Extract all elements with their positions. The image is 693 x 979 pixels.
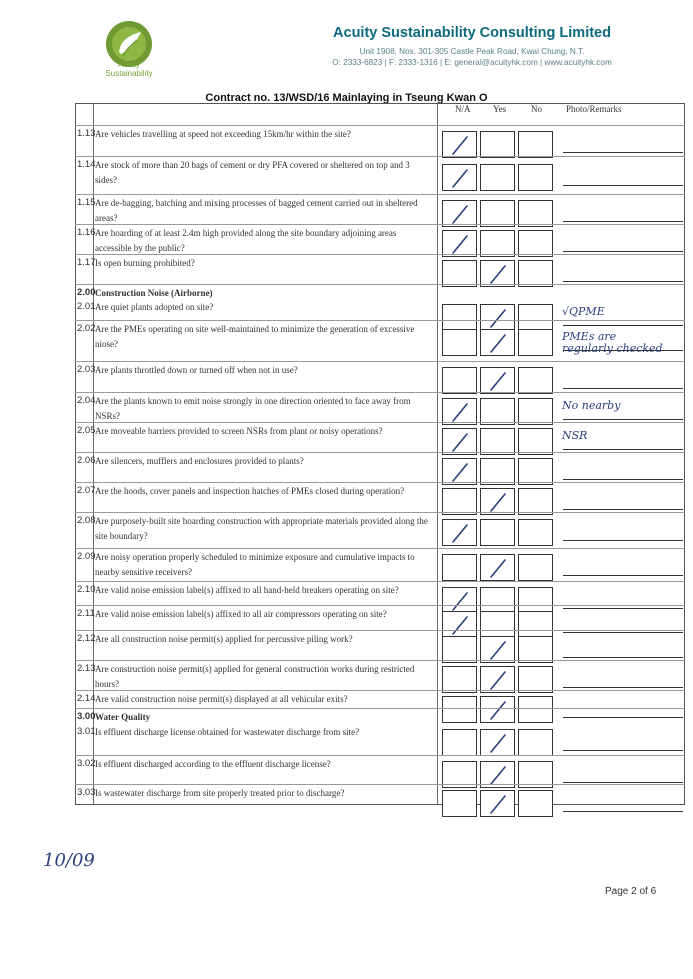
row-question: Are de-bagging, batching and mixing processes of bagged cement carried out in sheltered areas?	[95, 198, 418, 223]
row-number: 1.13	[77, 128, 96, 139]
handwritten-remark: PMEs are regularly checked	[562, 330, 663, 355]
row-number: 2.13	[77, 663, 96, 674]
row-number: 2.07	[77, 485, 96, 496]
row-number: 2.00	[77, 287, 96, 298]
row-separator	[75, 784, 685, 785]
row-number: 2.09	[77, 551, 96, 562]
handwritten-remark: NSR	[562, 429, 588, 442]
logo-wordmark: Acuity Sustainability	[105, 60, 153, 78]
row-separator	[75, 125, 685, 126]
row-number: 2.14	[77, 693, 96, 704]
no-checkbox[interactable]	[518, 636, 553, 663]
column-header-remarks: Photo/Remarks	[566, 104, 622, 114]
remark-line[interactable]	[563, 388, 683, 389]
remark-line[interactable]	[563, 281, 683, 282]
company-name: Acuity Sustainability Consulting Limited	[333, 25, 611, 41]
row-separator	[75, 482, 685, 483]
yes-checkbox[interactable]	[480, 636, 515, 663]
yes-checkbox[interactable]	[480, 329, 515, 356]
column-header-yes: Yes	[493, 104, 507, 114]
remark-line[interactable]	[563, 185, 683, 186]
yes-checkbox[interactable]	[480, 260, 515, 287]
no-checkbox[interactable]	[518, 260, 553, 287]
na-checkbox[interactable]	[442, 398, 477, 425]
remark-line[interactable]	[563, 657, 683, 658]
row-separator	[75, 320, 685, 321]
no-checkbox[interactable]	[518, 554, 553, 581]
yes-checkbox[interactable]	[480, 488, 515, 515]
row-question: Are the plants known to emit noise strongly in one direction oriented to face away from NSRs?	[95, 396, 411, 421]
row-number: 2.10	[77, 584, 96, 595]
row-number: 2.08	[77, 515, 96, 526]
yes-checkbox[interactable]	[480, 519, 515, 546]
row-separator	[75, 361, 685, 362]
row-separator	[75, 548, 685, 549]
remark-line[interactable]	[563, 608, 683, 609]
row-question: Are noisy operation properly scheduled to minimize exposure and cumulative impacts to nearby sensitive receivers?	[95, 552, 415, 577]
row-question: Is wastewater discharge from site properly treated prior to discharge?	[95, 788, 345, 798]
row-question: Are silencers, mufflers and enclosures provided to plants?	[95, 456, 304, 466]
row-separator	[75, 581, 685, 582]
row-number: 1.15	[77, 197, 96, 208]
remark-line[interactable]	[563, 251, 683, 252]
na-checkbox[interactable]	[442, 729, 477, 756]
row-number: 3.03	[77, 787, 96, 798]
row-number: 1.17	[77, 257, 96, 268]
check-mark-icon	[481, 730, 516, 757]
no-checkbox[interactable]	[518, 428, 553, 455]
check-mark-icon	[481, 330, 516, 357]
na-checkbox[interactable]	[442, 304, 477, 331]
handwritten-remark: √QPME	[562, 305, 605, 318]
handwritten-remark: No nearby	[562, 399, 621, 412]
na-checkbox[interactable]	[442, 131, 477, 158]
yes-checkbox[interactable]	[480, 398, 515, 425]
no-checkbox[interactable]	[518, 729, 553, 756]
row-question: Is effluent discharge license obtained for wastewater discharge from site?	[95, 727, 360, 737]
row-question: Is open burning prohibited?	[95, 258, 195, 268]
row-question: Are valid noise emission label(s) affixed to all hand-held breakers operating on site?	[95, 585, 399, 595]
row-question: Are moveable barriers provided to screen NSRs from plant or noisy operations?	[95, 426, 383, 436]
row-separator	[75, 284, 685, 285]
no-checkbox[interactable]	[518, 329, 553, 356]
yes-checkbox[interactable]	[480, 131, 515, 158]
row-question: Are purposely-built site hoarding construction with appropriate materials provided along the site boundary?	[95, 516, 428, 541]
na-checkbox[interactable]	[442, 329, 477, 356]
row-question: Are stock of more than 20 bags of cement or dry PFA covered or sheltered on top and 3 sides?	[95, 160, 410, 185]
row-number: 3.02	[77, 758, 96, 769]
no-checkbox[interactable]	[518, 458, 553, 485]
row-question: Are quiet plants adopted on site?	[95, 302, 214, 312]
na-checkbox[interactable]	[442, 458, 477, 485]
check-mark-icon	[481, 555, 516, 582]
row-question: Is effluent discharged according to the effluent discharge license?	[95, 759, 331, 769]
column-header-no: No	[531, 104, 542, 114]
row-separator	[75, 605, 685, 606]
remark-line[interactable]	[563, 152, 683, 153]
remark-line[interactable]	[563, 750, 683, 751]
remark-line[interactable]	[563, 325, 683, 326]
na-checkbox[interactable]	[442, 200, 477, 227]
row-question: Are valid noise emission label(s) affixed to all air compressors operating on site?	[95, 609, 387, 619]
yes-checkbox[interactable]	[480, 554, 515, 581]
row-question: Are plants throttled down or turned off when not in use?	[95, 365, 298, 375]
address-line: Unit 1908, Nos. 301-305 Castle Peak Road, Kwai Chung, N.T.	[359, 47, 585, 56]
contact-line: O: 2333-6823 | F: 2333-1316 | E: general@acuityhk.com | www.acuityhk.com	[332, 58, 612, 67]
row-question: Are hoarding of at least 2.4m high provided along the site boundary adjoining areas accessible by the public?	[95, 228, 397, 253]
row-separator	[75, 512, 685, 513]
row-number: 2.06	[77, 455, 96, 466]
row-separator	[75, 392, 685, 393]
yes-checkbox[interactable]	[480, 729, 515, 756]
yes-checkbox[interactable]	[480, 200, 515, 227]
row-question: Are the hoods, cover panels and inspection hatches of PMEs closed during operation?	[95, 486, 405, 496]
row-separator	[75, 660, 685, 661]
no-checkbox[interactable]	[518, 519, 553, 546]
check-mark-icon	[481, 305, 516, 332]
na-checkbox[interactable]	[442, 164, 477, 191]
na-checkbox[interactable]	[442, 587, 477, 614]
column-divider	[437, 103, 438, 805]
no-checkbox[interactable]	[518, 666, 553, 693]
row-question: Are the PMEs operating on site well-maintained to minimize the generation of excessive niose?	[95, 324, 415, 349]
yes-checkbox[interactable]	[480, 367, 515, 394]
no-checkbox[interactable]	[518, 611, 553, 638]
no-checkbox[interactable]	[518, 131, 553, 158]
row-separator	[75, 422, 685, 423]
column-header-na: N/A	[455, 104, 471, 114]
row-question: Construction Noise (Airborne)	[95, 288, 213, 298]
row-question: Are vehicles travelling at speed not exceeding 15km/hr within the site?	[95, 129, 351, 139]
na-checkbox[interactable]	[442, 488, 477, 515]
yes-checkbox[interactable]	[480, 666, 515, 693]
row-number: 2.04	[77, 395, 96, 406]
remark-line[interactable]	[563, 221, 683, 222]
remark-line[interactable]	[563, 509, 683, 510]
row-question: Are valid construction noise permit(s) displayed at all vehicular exits?	[95, 694, 348, 704]
remark-line[interactable]	[563, 632, 683, 633]
na-checkbox[interactable]	[442, 696, 477, 723]
no-checkbox[interactable]	[518, 488, 553, 515]
na-checkbox[interactable]	[442, 230, 477, 257]
no-checkbox[interactable]	[518, 230, 553, 257]
remark-line[interactable]	[563, 419, 683, 420]
check-mark-icon	[443, 132, 478, 159]
no-checkbox[interactable]	[518, 164, 553, 191]
contract-title: Contract no. 13/WSD/16 Mainlaying in Tseung Kwan O	[205, 92, 488, 104]
yes-checkbox[interactable]	[480, 696, 515, 723]
no-checkbox[interactable]	[518, 304, 553, 331]
row-separator	[75, 630, 685, 631]
row-number: 1.16	[77, 227, 96, 238]
row-number: 2.03	[77, 364, 96, 375]
row-separator	[75, 690, 685, 691]
row-separator	[75, 755, 685, 756]
remark-line[interactable]	[563, 449, 683, 450]
row-separator	[75, 156, 685, 157]
row-separator	[75, 224, 685, 225]
handwritten-date: 10/09	[43, 850, 95, 871]
na-checkbox[interactable]	[442, 260, 477, 287]
remark-line[interactable]	[563, 479, 683, 480]
check-mark-icon	[443, 520, 478, 547]
check-mark-icon	[443, 165, 478, 192]
row-separator	[75, 254, 685, 255]
remark-line[interactable]	[563, 540, 683, 541]
na-checkbox[interactable]	[442, 611, 477, 638]
na-checkbox[interactable]	[442, 636, 477, 663]
check-mark-icon	[443, 612, 478, 639]
row-number: 1.14	[77, 159, 96, 170]
row-number: 2.11	[77, 608, 95, 619]
row-number: 3.00	[77, 711, 96, 722]
yes-checkbox[interactable]	[480, 164, 515, 191]
row-number: 2.01	[77, 301, 96, 312]
row-number: 3.01	[77, 726, 96, 737]
row-separator	[75, 452, 685, 453]
na-checkbox[interactable]	[442, 666, 477, 693]
no-checkbox[interactable]	[518, 200, 553, 227]
remark-line[interactable]	[563, 687, 683, 688]
remark-line[interactable]	[563, 782, 683, 783]
page-number: Page 2 of 6	[605, 886, 657, 897]
na-checkbox[interactable]	[442, 367, 477, 394]
row-number: 2.12	[77, 633, 96, 644]
no-checkbox[interactable]	[518, 367, 553, 394]
yes-checkbox[interactable]	[480, 428, 515, 455]
no-checkbox[interactable]	[518, 696, 553, 723]
row-number: 2.05	[77, 425, 96, 436]
row-number: 2.02	[77, 323, 96, 334]
no-checkbox[interactable]	[518, 587, 553, 614]
na-checkbox[interactable]	[442, 428, 477, 455]
remark-line[interactable]	[563, 717, 683, 718]
check-mark-icon	[481, 791, 516, 818]
yes-checkbox[interactable]	[480, 304, 515, 331]
remark-line[interactable]	[563, 575, 683, 576]
row-question: Water Quality	[95, 712, 151, 722]
remark-line[interactable]	[563, 811, 683, 812]
yes-checkbox[interactable]	[480, 611, 515, 638]
no-checkbox[interactable]	[518, 398, 553, 425]
row-question: Are construction noise permit(s) applied for general construction works during restricted hours?	[95, 664, 415, 689]
row-separator	[75, 194, 685, 195]
na-checkbox[interactable]	[442, 554, 477, 581]
check-mark-icon	[481, 368, 516, 395]
row-question: Are all construction noise permit(s) applied for percussive piling work?	[95, 634, 353, 644]
no-checkbox[interactable]	[518, 790, 553, 817]
yes-checkbox[interactable]	[480, 230, 515, 257]
check-mark-icon	[481, 697, 516, 724]
company-address	[262, 46, 682, 68]
na-checkbox[interactable]	[442, 790, 477, 817]
yes-checkbox[interactable]	[480, 790, 515, 817]
yes-checkbox[interactable]	[480, 587, 515, 614]
na-checkbox[interactable]	[442, 519, 477, 546]
yes-checkbox[interactable]	[480, 458, 515, 485]
row-separator	[75, 708, 685, 709]
